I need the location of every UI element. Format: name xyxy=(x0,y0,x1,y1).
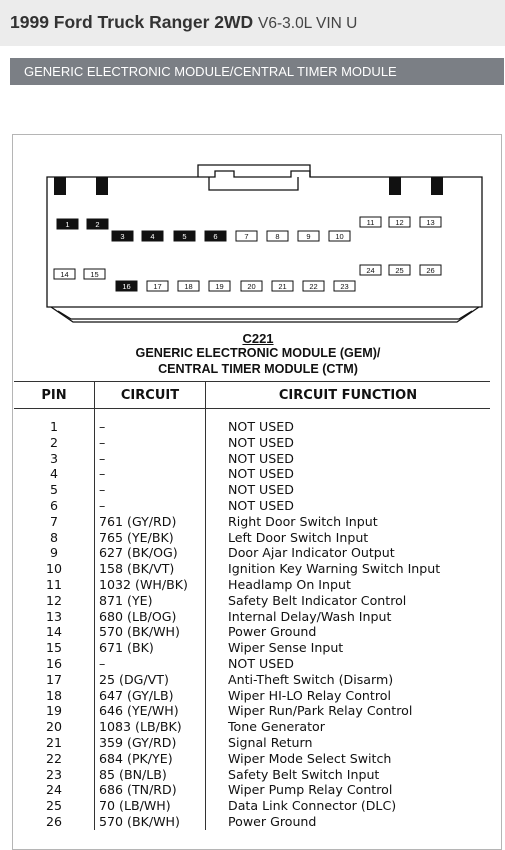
circuit-cell: 765 (YE/BK) xyxy=(95,530,206,546)
connector-pin-12 xyxy=(389,217,410,227)
connector-pin-label: 9 xyxy=(306,232,311,241)
circuit-cell: – xyxy=(95,656,206,672)
connector-pin-label: 6 xyxy=(213,232,218,241)
pin-cell: 20 xyxy=(45,719,63,735)
connector-id: C221 xyxy=(242,331,274,346)
table-row xyxy=(14,719,490,735)
table-row xyxy=(14,561,490,577)
table-row xyxy=(14,530,490,546)
connector-pin-label: 23 xyxy=(340,282,349,291)
section-title-bar: GENERIC ELECTRONIC MODULE/CENTRAL TIMER MODULE xyxy=(10,58,504,85)
connector-row-lower xyxy=(54,265,441,291)
table-row xyxy=(14,656,490,672)
table-spacer-row xyxy=(14,409,490,420)
table-row xyxy=(14,482,490,498)
pin-cell: 6 xyxy=(49,497,58,513)
table-row xyxy=(14,624,490,640)
connector-pin-label: 1 xyxy=(65,220,70,229)
connector-pin-label: 10 xyxy=(335,232,344,241)
pin-cell: 7 xyxy=(49,513,58,529)
connector-pin-10 xyxy=(329,231,350,241)
col-header-function: CIRCUIT FUNCTION xyxy=(206,382,491,409)
connector-pin-23 xyxy=(334,281,355,291)
connector-pin-label: 20 xyxy=(247,282,256,291)
circuit-cell: 85 (BN/LB) xyxy=(95,767,206,783)
function-cell: NOT USED xyxy=(228,466,294,482)
function-cell: Headlamp On Input xyxy=(228,576,351,592)
function-cell: NOT USED xyxy=(228,497,294,513)
table-row xyxy=(14,672,490,688)
function-cell: Signal Return xyxy=(228,734,313,750)
connector-pin-14 xyxy=(54,269,75,279)
connector-pin-1 xyxy=(57,219,78,229)
pin-cell: 13 xyxy=(45,608,63,624)
circuit-cell: – xyxy=(95,435,206,451)
circuit-cell: 646 (YE/WH) xyxy=(95,703,206,719)
table-row xyxy=(14,577,490,593)
function-cell: Wiper Pump Relay Control xyxy=(228,782,393,798)
connector-pin-13 xyxy=(420,217,441,227)
connector-pin-label: 18 xyxy=(184,282,193,291)
table-row xyxy=(14,435,490,451)
table-row xyxy=(14,767,490,783)
connector-pin-label: 5 xyxy=(182,232,187,241)
connector-pin-19 xyxy=(209,281,230,291)
pin-cell: 5 xyxy=(49,482,58,498)
function-cell: Internal Delay/Wash Input xyxy=(228,608,392,624)
circuit-cell: – xyxy=(95,498,206,514)
function-cell: Power Ground xyxy=(228,624,317,640)
connector-pin-label: 2 xyxy=(95,220,100,229)
pin-cell: 4 xyxy=(49,466,58,482)
connector-pin-label: 12 xyxy=(395,218,404,227)
connector-pin-label: 11 xyxy=(366,218,375,227)
function-cell: Tone Generator xyxy=(228,719,325,735)
pin-cell: 9 xyxy=(49,545,58,561)
engine-spec: V6-3.0L VIN U xyxy=(258,15,358,32)
connector-pin-22 xyxy=(303,281,324,291)
function-cell: NOT USED xyxy=(228,450,294,466)
connector-pin-label: 3 xyxy=(120,232,125,241)
table-row xyxy=(14,751,490,767)
col-header-pin: PIN xyxy=(14,382,95,409)
function-cell: Door Ajar Indicator Output xyxy=(228,545,395,561)
pin-cell: 25 xyxy=(45,798,63,814)
table-row xyxy=(14,609,490,625)
connector-pin-21 xyxy=(272,281,293,291)
circuit-cell: 570 (BK/WH) xyxy=(95,624,206,640)
table-row xyxy=(14,451,490,467)
circuit-cell: – xyxy=(95,466,206,482)
table-row xyxy=(14,593,490,609)
pin-cell: 1 xyxy=(49,419,58,434)
function-cell: NOT USED xyxy=(228,655,294,671)
circuit-cell: 647 (GY/LB) xyxy=(95,688,206,704)
connector-pin-3 xyxy=(112,231,133,241)
connector-pin-label: 8 xyxy=(275,232,280,241)
connector-pin-label: 22 xyxy=(309,282,318,291)
table-row xyxy=(14,782,490,798)
function-cell: NOT USED xyxy=(228,482,294,498)
connector-pin-17 xyxy=(147,281,168,291)
col-header-circuit: CIRCUIT xyxy=(95,382,206,409)
connector-pin-label: 13 xyxy=(426,218,435,227)
table-row xyxy=(14,545,490,561)
connector-pin-label: 17 xyxy=(153,282,162,291)
function-cell: Left Door Switch Input xyxy=(228,529,369,545)
vehicle-title: 1999 Ford Truck Ranger 2WD xyxy=(10,12,254,32)
function-cell: Wiper HI-LO Relay Control xyxy=(228,687,391,703)
function-cell: Wiper Sense Input xyxy=(228,640,344,656)
connector-pin-label: 21 xyxy=(278,282,287,291)
connector-pin-2 xyxy=(87,219,108,229)
connector-pin-label: 19 xyxy=(215,282,224,291)
table-row xyxy=(14,466,490,482)
pin-cell: 23 xyxy=(45,766,63,782)
wiring-diagram-document xyxy=(12,134,502,850)
table-row xyxy=(14,798,490,814)
pin-cell: 11 xyxy=(45,576,63,592)
circuit-cell: 684 (PK/YE) xyxy=(95,751,206,767)
connector-pin-18 xyxy=(178,281,199,291)
circuit-cell: – xyxy=(95,482,206,498)
circuit-cell: 871 (YE) xyxy=(95,593,206,609)
circuit-cell: 25 (DG/VT) xyxy=(95,672,206,688)
pin-cell: 26 xyxy=(45,813,63,829)
table-row xyxy=(14,514,490,530)
connector-pin-label: 25 xyxy=(395,266,404,275)
table-row xyxy=(14,703,490,719)
function-cell: Power Ground xyxy=(228,813,317,829)
connector-pin-label: 16 xyxy=(122,282,131,291)
pin-cell: 19 xyxy=(45,703,63,719)
table-row xyxy=(14,419,490,435)
table-row xyxy=(14,814,490,830)
circuit-cell: – xyxy=(95,419,206,435)
pin-cell: 12 xyxy=(45,592,63,608)
table-row xyxy=(14,688,490,704)
pin-cell: 17 xyxy=(45,671,63,687)
pin-cell: 8 xyxy=(49,529,58,545)
function-cell: Anti-Theft Switch (Disarm) xyxy=(228,671,394,687)
connector-pin-26 xyxy=(420,265,441,275)
pin-cell: 24 xyxy=(45,782,63,798)
function-cell: Data Link Connector (DLC) xyxy=(228,798,397,814)
pinout-table xyxy=(14,381,490,830)
pin-cell: 2 xyxy=(49,434,58,450)
function-cell: Safety Belt Indicator Control xyxy=(228,592,407,608)
connector-pin-label: 14 xyxy=(60,270,69,279)
pin-cell: 16 xyxy=(45,655,63,671)
circuit-cell: – xyxy=(95,451,206,467)
page-header xyxy=(0,0,505,46)
connector-pin-7 xyxy=(236,231,257,241)
connector-pin-9 xyxy=(298,231,319,241)
circuit-cell: 680 (LB/OG) xyxy=(95,609,206,625)
connector-pin-8 xyxy=(267,231,288,241)
pin-cell: 21 xyxy=(45,734,63,750)
pin-cell: 14 xyxy=(45,624,63,640)
circuit-cell: 761 (GY/RD) xyxy=(95,514,206,530)
connector-pin-label: 26 xyxy=(426,266,435,275)
pin-cell: 22 xyxy=(45,750,63,766)
connector-pin-15 xyxy=(84,269,105,279)
circuit-cell: 570 (BK/WH) xyxy=(95,814,206,830)
circuit-cell: 1032 (WH/BK) xyxy=(95,577,206,593)
pin-cell: 10 xyxy=(45,561,63,577)
page-title xyxy=(10,12,357,33)
connector-pin-25 xyxy=(389,265,410,275)
circuit-cell: 70 (LB/WH) xyxy=(95,798,206,814)
circuit-cell: 627 (BK/OG) xyxy=(95,545,206,561)
connector-pin-24 xyxy=(360,265,381,275)
connector-pin-11 xyxy=(360,217,381,227)
pin-cell: 15 xyxy=(45,640,63,656)
table-row xyxy=(14,498,490,514)
connector-pin-label: 4 xyxy=(150,232,155,241)
circuit-cell: 359 (GY/RD) xyxy=(95,735,206,751)
circuit-cell: 671 (BK) xyxy=(95,640,206,656)
connector-pin-4 xyxy=(142,231,163,241)
table-row xyxy=(14,640,490,656)
circuit-cell: 1083 (LB/BK) xyxy=(95,719,206,735)
function-cell: Wiper Run/Park Relay Control xyxy=(228,703,413,719)
circuit-cell: 158 (BK/VT) xyxy=(95,561,206,577)
connector-pin-20 xyxy=(241,281,262,291)
function-cell: NOT USED xyxy=(228,434,294,450)
connector-name-line1: GENERIC ELECTRONIC MODULE (GEM)/ xyxy=(135,346,381,360)
pinout-table-body xyxy=(14,409,490,830)
connector-row-upper xyxy=(57,217,441,241)
table-row xyxy=(14,735,490,751)
connector-name-line2: CENTRAL TIMER MODULE (CTM) xyxy=(158,362,358,376)
function-cell: Ignition Key Warning Switch Input xyxy=(228,561,441,577)
function-cell: Safety Belt Switch Input xyxy=(228,766,380,782)
connector-pin-5 xyxy=(174,231,195,241)
function-cell: Right Door Switch Input xyxy=(228,513,378,529)
table-header-row xyxy=(14,382,490,409)
pin-cell: 3 xyxy=(49,450,58,466)
connector-pin-label: 15 xyxy=(90,270,99,279)
function-cell: Wiper Mode Select Switch xyxy=(228,750,392,766)
connector-diagram xyxy=(13,135,503,325)
connector-pin-6 xyxy=(205,231,226,241)
connector-pin-label: 7 xyxy=(244,232,249,241)
connector-pin-16 xyxy=(116,281,137,291)
pin-cell: 18 xyxy=(45,687,63,703)
circuit-cell: 686 (TN/RD) xyxy=(95,782,206,798)
function-cell: NOT USED xyxy=(228,419,294,434)
connector-pin-label: 24 xyxy=(366,266,375,275)
